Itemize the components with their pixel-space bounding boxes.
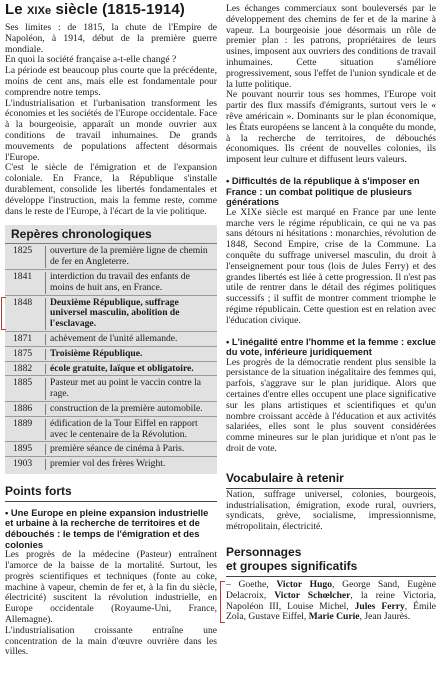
left-column (5, 0, 217, 658)
event-year: 1841 (13, 270, 33, 282)
vocab-text: Nation, suffrage universel, colonies, bourgeois, industrialisation, émigration, exode rural, ouvriers, syndicats, grève, socialisme, impressionnisme, métropolitain, électricité. (226, 488, 436, 533)
highlight-bracket (1, 297, 6, 330)
event-text: première séance de cinéma à Paris. (50, 443, 185, 455)
reperes-heading: Repères chronologiques (5, 227, 217, 244)
events-list (5, 244, 217, 471)
intro-paragraph: La période est beaucoup plus courte que la précédente, moins de cent ans, mais elle est fondamentale pour comprendre notre temps. (5, 65, 217, 98)
right-column (226, 0, 436, 623)
event-text: Pasteur met au point le vaccin contre la rage. (50, 377, 202, 400)
event-year: 1895 (13, 443, 33, 455)
event-row (5, 457, 217, 471)
event-year: 1889 (13, 417, 33, 429)
personnages-bracket (220, 581, 225, 623)
personnages-list: – Goethe, Victor Hugo, George Sand, Eugène Delacroix, Victor Schœlcher, la reine Victoria, Napoléon III, Louise Michel, Jules Ferry, Émile Zola, Gustave Eiffel, Marie Curie, Jean Jaurès. (226, 579, 436, 623)
personnages-heading: Personnages et groupes significatifs (226, 545, 436, 577)
points-forts-heading: Points forts (5, 484, 217, 502)
points-forts-paragraph-2: L'industrialisation croissante entraîne une concentration de la main d'œuvre ouvrière dans les villes. (5, 624, 217, 658)
event-row (5, 270, 217, 296)
event-row (5, 417, 217, 443)
paragraph-inegalite: Les progrès de la démocratie rendent plus sensible la persistance de la situation inégalitaire des femmes qui, parfois, s'aggrave sur le plan juridique. Alors que certaines d'entre elles occupent une place significative sur les plans artistiques et scientifiques et qu'un nombre croissant accède à l'éducation et aux activités salariées, elles sont le plus souvent considérées comme mineures sur le plan juridique et n'ont pas le droit de vote. (226, 356, 436, 455)
event-text: école gratuite, laïque et obligatoire. (50, 362, 194, 374)
event-text: construction de la première automobile. (50, 402, 203, 414)
personnages-block (226, 580, 436, 623)
event-row (5, 332, 217, 347)
event-row (5, 296, 217, 332)
subheading-inegalite: • L'inégalité entre l'homme et la femme : exclue du vote, inférieure juridiquement (226, 335, 436, 358)
intro-paragraph: L'industrialisation et l'urbanisation transforment les économies et les sociétés de l'Europe occidentale. Face à la bourgeoisie, apparaît un monde ouvrier aux conditions de travail inhumaines. De grands mouvements de populations affectent désormais l'Europe. (5, 97, 217, 163)
event-row (5, 376, 217, 402)
intro-paragraph: C'est le siècle de l'émigration et de l'expansion coloniale. En France, la République s'installe durablement, consolide les libertés fondamentales et développe l'instruction, mais la femme reste, comme dans le reste de l'Europe, à l'écart de la vie politique. (5, 162, 217, 217)
event-text: premier vol des frères Wright. (50, 458, 166, 470)
intro-paragraph: En quoi la société française a-t-elle changé ? (5, 54, 177, 66)
event-row (5, 347, 217, 362)
event-year: 1882 (13, 362, 33, 374)
vocab-heading: Vocabulaire à retenir (226, 471, 436, 489)
event-year: 1903 (13, 458, 33, 470)
points-forts-paragraph: Les progrès de la médecine (Pasteur) entraînent l'amorce de la baisse de la mortalité. Surtout, les progrès scientifiques et techniques (fonte au coke, machine à vapeur, chemin de fer et, à la fin du siècle, électricité) suscitent la révolution industrielle, en Europe occidentale (Royaume-Uni, France, Allemagne). (5, 549, 217, 626)
event-year: 1848 (13, 296, 33, 308)
paragraph-echanges: Les échanges commerciaux sont bouleversés par le développement des chemins de fer et de la marine à vapeur. La bourgeoisie joue désormais un rôle de premier plan : les patrons, propriétaires de leurs usines, imposent aux ouvriers des conditions de travail inhumaines. Cette situation s'améliore progressivement, sous l'effet de l'union syndicale et de la lutte politique. (226, 3, 436, 90)
event-text: Troisième République. (50, 347, 143, 359)
event-year: 1825 (13, 245, 33, 257)
event-text: édification de la Tour Eiffel en rapport avec le centenaire de la Révolution. (50, 417, 198, 440)
paragraph-republique: Le XIXe siècle est marqué en France par une lente marche vers le régime républicain, ce qui ne va pas sans détours ni hésitations : monarchies, révolution de 1848, Second Empire, crise de la Commune. La conquête du suffrage universel masculin, du droit à l'enseignement pour tous (lois de Jules Ferry) et des grandes libertés est liée à cette progression. Il n'est pas utile de rentrer dans le détail des régimes politiques successifs ; il suffit de montrer comment triomphe le régime républicain. Cette question est en relation avec l'éducation civique. (226, 206, 436, 326)
event-text: interdiction du travail des enfants de moins de huit ans, en France. (50, 270, 190, 293)
reperes-box (5, 225, 217, 474)
paragraph-emigration: Ne pouvant nourrir tous ses hommes, l'Europe voit partir des flux massifs d'émigrants, surtout vers le « rêve américain ». Dominants sur le plan économique, les États européens se lancent à la conquête du monde, à la recherche de territoires, de débouchés économiques. Ils créent de nouvelles colonies, ils imposent leur culture et diffusent leurs valeurs. (226, 89, 436, 166)
event-row (5, 362, 217, 377)
event-year: 1886 (13, 402, 33, 414)
event-text: ouverture de la première ligne de chemin de fer en Angleterre. (50, 245, 208, 268)
event-row (5, 402, 217, 417)
page-title: Le XIXe siècle (1815-1914) (5, 1, 185, 18)
event-text: achèvement de l'unité allemande. (50, 332, 178, 344)
subheading-republique: • Difficultés de la république à s'imposer en France : un combat politique de plusieurs générations (226, 174, 420, 208)
event-row (5, 442, 217, 457)
event-text: Deuxième République, suffrage universel masculin, abolition de l'esclavage. (50, 296, 180, 330)
event-year: 1885 (13, 377, 33, 389)
event-year: 1871 (13, 332, 33, 344)
intro-paragraph: Ses limites : de 1815, la chute de l'Empire de Napoléon, à 1914, début de la première guerre mondiale. (5, 22, 217, 55)
intro-text (5, 23, 217, 217)
points-forts-subheading: • Une Europe en pleine expansion industrielle et urbaine à la recherche de territoires et de débouchés : le temps de l'émigration et des colonies (5, 506, 209, 550)
event-year: 1875 (13, 347, 33, 359)
event-row (5, 244, 217, 270)
